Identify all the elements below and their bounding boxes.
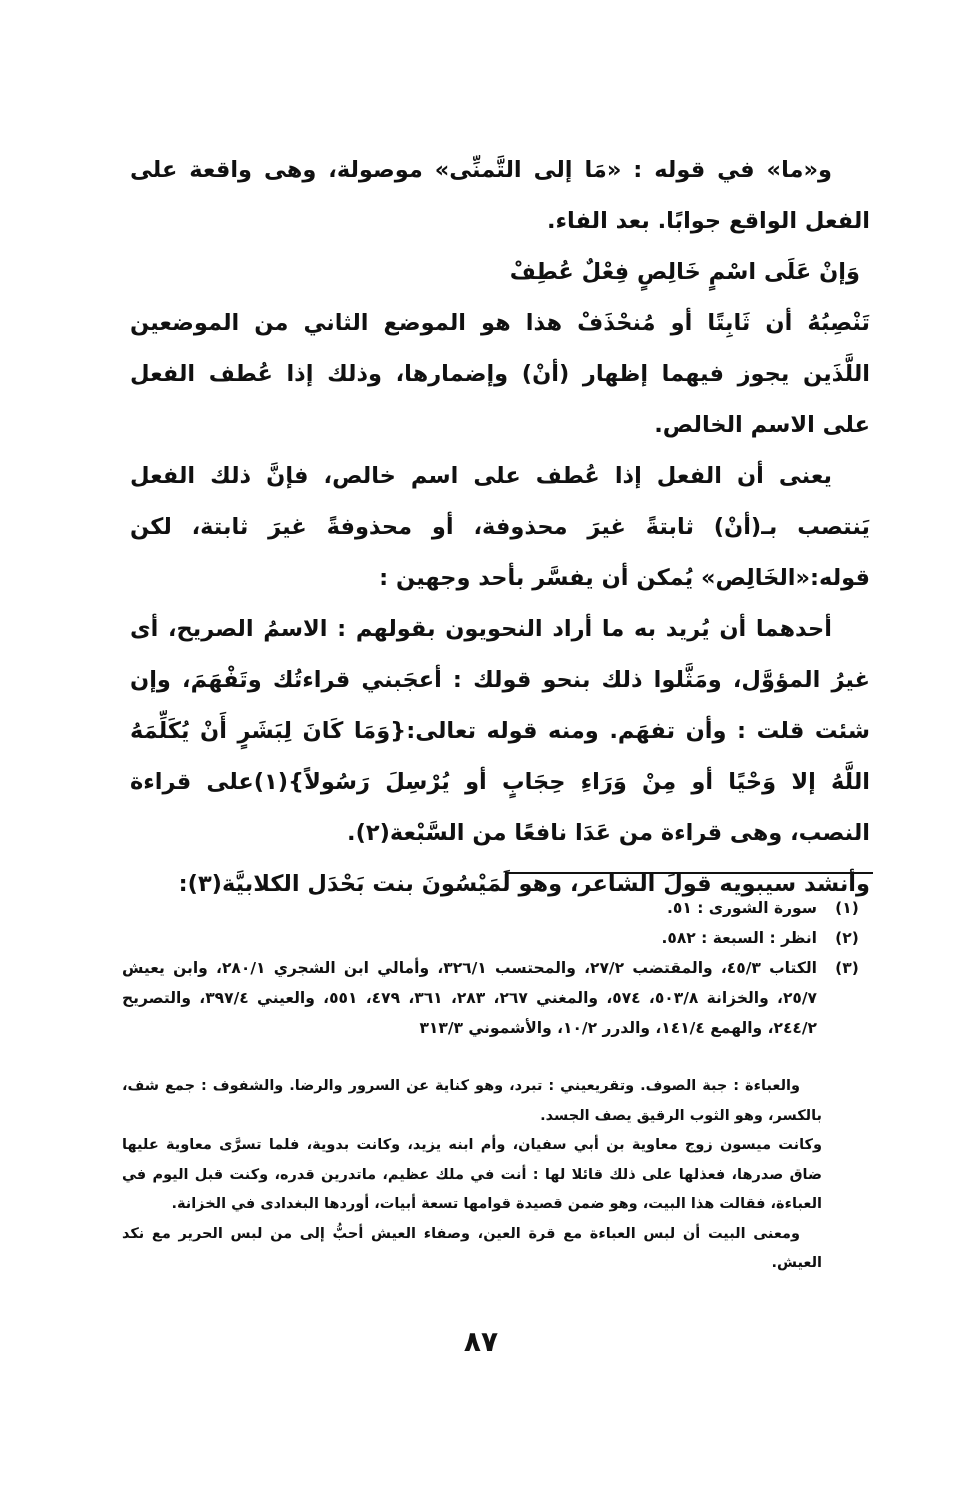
footnote-number: (١) [835, 899, 859, 917]
paragraph-3: يعنى أن الفعل إذا عُطف على اسم خالص، فإنَّ ذلك الفعل يَنتصب بـ(أنْ) ثابتةً غيرَ محذوفة، أو محذوفةً غيرَ ثابتة، لكن قوله:«الخَالِص» يُمكن أن يفسَّر بأحد وجهين : [130, 463, 870, 591]
footnote-3 [122, 953, 877, 1043]
commentary-1: والعباءة : جبة الصوف. وتقريعيني : تبرد، وهو كناية عن السرور والرضا. والشفوف : جمع شف، بالكسر، وهو الثوب الرقيق يصف الجسد. [122, 1078, 822, 1124]
paragraph-2: تَنْصِبُهُ أن ثَابِتًا أو مُنحْذَفْ هذا هو الموضع الثاني من الموضعين اللَّذَين يجوز فيهما إظهار (أنْ) وإضمارها، وذلك إذا عُطف الفعل على الاسم الخالص. [130, 310, 870, 438]
footnote-number: (٢) [835, 929, 859, 947]
main-text [130, 145, 870, 910]
footnote-1 [122, 893, 877, 923]
footnote-number: (٣) [835, 959, 859, 977]
page-number: ٨٧ [463, 1325, 499, 1358]
commentary-2: وكانت ميسون زوج معاوية بن أبي سفيان، وأم ابنه يزيد، وكانت بدوية، فلما تسرَّى معاوية عليها ضاق صدرها، فعذلها على ذلك قائلا لها : أنت في ملك عظيم، ماتدرين قدره، وكنت قبل اليوم في العباءة، فقالت هذا البيت، وهو ضمن قصيدة قوامها تسعة أبيات، أوردها البغدادى في الخزانة. [122, 1137, 822, 1212]
verse-line: وَإنْ عَلَى اسْمٍ خَالِصٍ فِعْلٌ عُطِفْ [509, 259, 860, 285]
paragraph-4: أحدهما أن يُريد به ما أراد النحويون بقولهم : الاسمُ الصريح، أى غيرُ المؤوَّل، ومَثَّلوا ذلك بنحو قولك : أعجَبني قراءتُك وتَفْهَمَ، وإن شئت قلت : وأن تفهَم. ومنه قوله تعالى:{وَمَا كَانَ لِبَشَرٍ أَنْ يُكَلِّمَهُ اللَّهُ إلا وَحْيًا أو مِنْ وَرَاءِ حِجَابٍ أو يُرْسِلَ رَسُولاً}(١)على قراءة النصب، وهى قراءة من عَدَا نافعًا من السَّبْعة(٢). [130, 616, 870, 846]
footnote-text: الكتاب ٤٥/٣، والمقتضب ٢٧/٢، والمحتسب ٣٢٦/١، وأمالي ابن الشجري ٢٨٠/١، وابن يعيش ٢٥/٧، والخزانة ٥٠٣/٨، ٥٧٤، والمغني ٢٦٧، ٢٨٣، ٣٦١، ٤٧٩، ٥٥١، والعيني ٣٩٧/٤، والتصريح ٢٤٤/٢، والهمع ١٤١/٤، والدرر ١٠/٢، والأشموني ٣١٣/٣ [122, 959, 817, 1037]
commentary-3: ومعنى البيت أن لبس العباءة مع قرة العين، وصفاء العيش أحبُّ إلى من لبس الحرير مع نكد العيش. [122, 1225, 822, 1271]
footnote-text: انظر : السبعة : ٥٨٢. [661, 929, 817, 947]
paragraph-5: وأنشد سيبويه قولَ الشاعر، وهو لَمَيْسُونَ بنت بَحْدَل الكلابيَّة(٣): [178, 871, 870, 897]
footnotes [122, 893, 877, 1043]
footnote-text: سورة الشورى : ٥١. [667, 899, 817, 917]
paragraph-1: و«ما» في قوله : «مَا إلى التَّمنِّى» موصولة، وهى واقعة على الفعل الواقع جوابًا. بعد الفاء. [130, 157, 870, 234]
footnote-2 [122, 923, 877, 953]
footnote-commentary [122, 1072, 822, 1279]
footnote-separator [505, 872, 873, 874]
